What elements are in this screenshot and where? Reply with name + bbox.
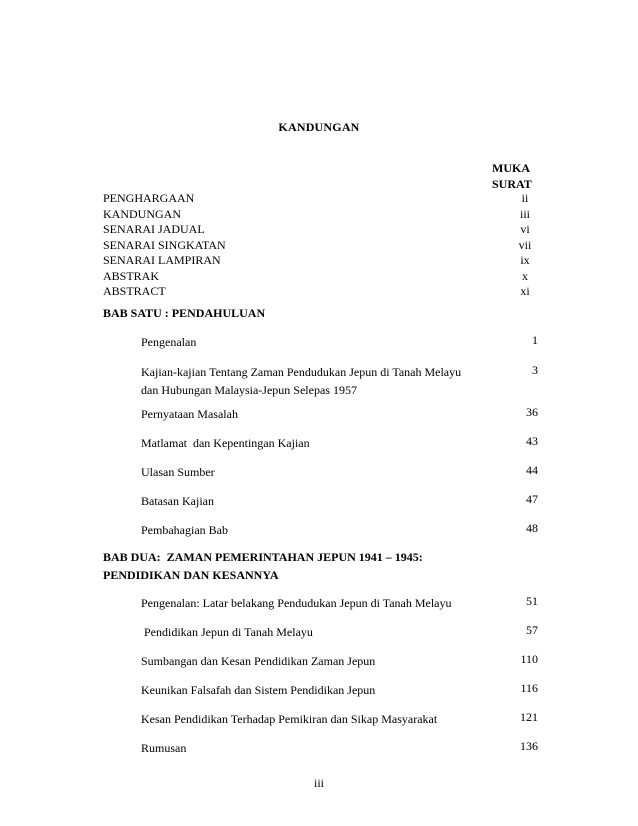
toc-entry-page: 48 <box>526 521 538 535</box>
front-matter-page: x <box>522 268 528 283</box>
toc-entry-title: Matlamat dan Kepentingan Kajian <box>141 436 310 450</box>
front-matter-label: ABSTRACT <box>103 284 166 298</box>
toc-entry-title: Pembahagian Bab <box>141 523 228 537</box>
toc-entry-page: 43 <box>526 434 538 448</box>
toc-entry-page: 136 <box>520 739 538 753</box>
front-matter-item <box>103 284 538 300</box>
toc-entry-page: 116 <box>520 681 538 695</box>
front-matter-item <box>103 238 538 254</box>
toc-entry-title: Ulasan Sumber <box>141 465 215 479</box>
toc-entry-title: Rumusan <box>141 741 187 755</box>
toc-entry-title: Pendidikan Jepun di Tanah Melayu <box>141 625 313 639</box>
page-number-footer: iii <box>313 776 324 790</box>
front-matter-item <box>103 253 538 269</box>
toc-entry-title: Kajian-kajian Tentang Zaman Pendudukan Jepun di Tanah Melayu dan Hubungan Malaysia-Jepun Selepas 1957 <box>141 365 462 397</box>
toc-entry-page: 3 <box>532 363 538 377</box>
front-matter-label: ABSTRAK <box>103 268 160 283</box>
toc-entry-page: 57 <box>526 623 538 637</box>
front-matter-page: ix <box>520 253 530 267</box>
page-title: KANDUNGAN <box>278 120 360 134</box>
toc-entry-title: Kesan Pendidikan Terhadap Pemikiran dan Sikap Masyarakat <box>141 712 438 726</box>
toc-entry-title: Pernyataan Masalah <box>141 407 238 421</box>
toc-entry-page: 110 <box>520 652 538 666</box>
toc-entry-page: 51 <box>526 594 538 608</box>
front-matter-page: xi <box>520 284 530 298</box>
toc-entry-page: 44 <box>526 463 538 477</box>
front-matter-page: iii <box>519 206 530 221</box>
front-matter-label: PENGHARGAAN <box>103 191 195 205</box>
front-matter-item <box>103 269 538 285</box>
chapter-heading-line: PENDIDIKAN DAN KESANNYA <box>103 568 279 582</box>
chapter-heading <box>103 304 265 322</box>
front-matter-page: vi <box>520 222 530 236</box>
toc-entry-title: Batasan Kajian <box>141 494 214 508</box>
chapter-heading-line: BAB DUA: ZAMAN PEMERINTAHAN JEPUN 1941 – 1945: <box>103 550 423 564</box>
front-matter-item <box>103 207 538 223</box>
front-matter-label: SENARAI JADUAL <box>103 222 205 236</box>
toc-entry-title: Sumbangan dan Kesan Pendidikan Zaman Jepun <box>141 654 376 668</box>
front-matter-label: SENARAI LAMPIRAN <box>103 253 221 267</box>
chapter-heading-line: BAB SATU : PENDAHULUAN <box>103 306 266 320</box>
front-matter-page: ii <box>521 191 529 205</box>
toc-entry-page: 47 <box>526 492 538 506</box>
front-matter-item <box>103 222 538 238</box>
chapter-heading <box>103 548 423 584</box>
front-matter-list <box>103 191 538 300</box>
front-matter-page: vii <box>518 237 532 252</box>
toc-entry-page: 1 <box>532 333 538 347</box>
toc-entry-title: Keunikan Falsafah dan Sistem Pendidikan Jepun <box>141 683 376 697</box>
toc-entry-title: Pengenalan <box>141 335 197 349</box>
page-column-header-line: SURAT <box>492 177 532 191</box>
front-matter-label: SENARAI SINGKATAN <box>103 237 226 252</box>
toc-entry-page: 36 <box>526 405 538 419</box>
front-matter-label: KANDUNGAN <box>103 206 181 221</box>
front-matter-item <box>103 191 538 207</box>
toc-entry-page: 121 <box>520 710 538 724</box>
page-column-header-line: MUKA <box>492 161 530 175</box>
toc-entry-title: Pengenalan: Latar belakang Pendudukan Jepun di Tanah Melayu <box>141 596 452 610</box>
page-column-header <box>492 160 532 192</box>
